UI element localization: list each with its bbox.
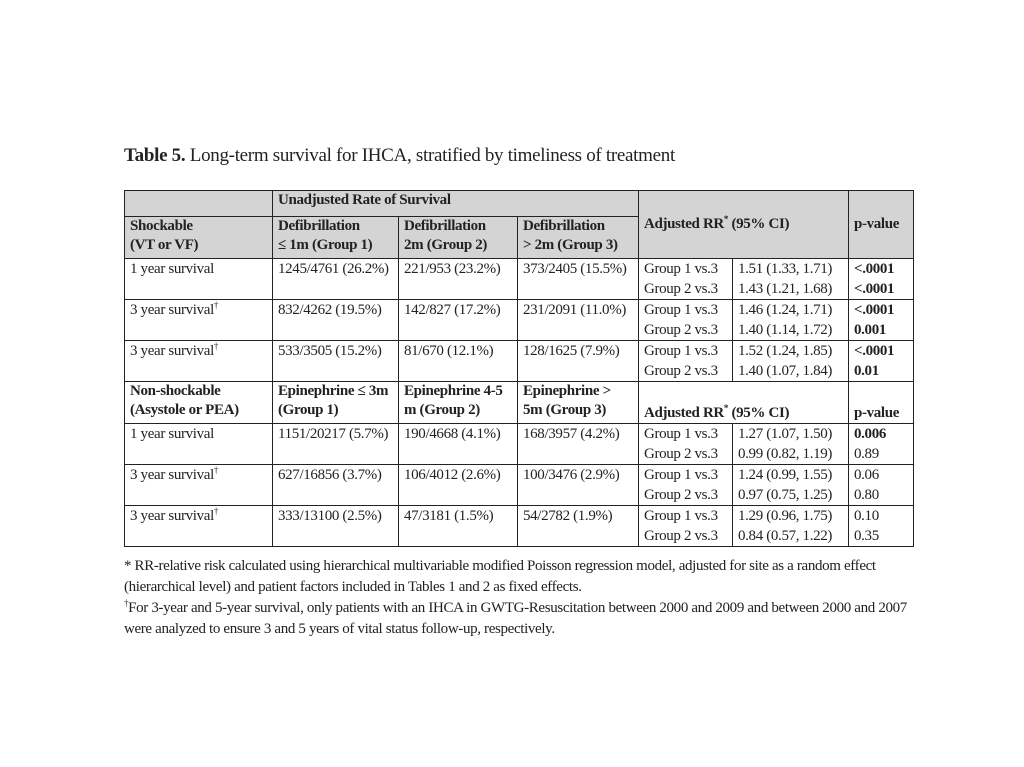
- row-label: [125, 424, 273, 465]
- rr-ci-cell: 1.43 (1.21, 1.68): [733, 279, 849, 300]
- row-label-text: 3 year survival: [130, 508, 214, 524]
- header-line: Epinephrine 4-5: [404, 383, 503, 399]
- row-label-text: 1 year survival: [130, 261, 214, 277]
- header-line: Shockable: [130, 218, 193, 234]
- row-label: [125, 465, 273, 506]
- p-value-cell: <.0001: [849, 279, 914, 300]
- row-label-text: 3 year survival: [130, 343, 214, 359]
- rr-ci-cell: 0.97 (0.75, 1.25): [733, 485, 849, 506]
- p-value-cell: 0.35: [849, 526, 914, 547]
- comparison-cell: Group 1 vs.3: [639, 506, 733, 527]
- header-line: Epinephrine >: [523, 383, 611, 399]
- comparison-cell: Group 1 vs.3: [639, 259, 733, 280]
- survival-table: [124, 190, 914, 547]
- header-blank: [125, 191, 273, 217]
- table-row: [125, 506, 914, 527]
- p-value-header: p-value: [849, 382, 914, 424]
- rr-ci-cell: 1.40 (1.07, 1.84): [733, 361, 849, 382]
- ci-label: (95% CI): [728, 405, 790, 421]
- header-line: (Asystole or PEA): [130, 402, 239, 418]
- p-value-cell: 0.01: [849, 361, 914, 382]
- survival-rate-cell: 47/3181 (1.5%): [399, 506, 518, 547]
- header-line: 5m (Group 3): [523, 402, 607, 418]
- p-value-cell: 0.80: [849, 485, 914, 506]
- p-value-cell: 0.10: [849, 506, 914, 527]
- non-shockable-header-row: [125, 382, 914, 424]
- survival-rate-cell: 627/16856 (3.7%): [273, 465, 399, 506]
- row-label: [125, 506, 273, 547]
- header-line: m (Group 2): [404, 402, 480, 418]
- rr-ci-cell: 1.52 (1.24, 1.85): [733, 341, 849, 362]
- header-line: (Group 1): [278, 402, 339, 418]
- rr-ci-cell: 1.27 (1.07, 1.50): [733, 424, 849, 445]
- row-label-text: 3 year survival: [130, 467, 214, 483]
- survival-rate-cell: 1245/4761 (26.2%): [273, 259, 399, 300]
- dagger-mark: †: [213, 506, 219, 516]
- table-row: [125, 300, 914, 321]
- table-row: [125, 465, 914, 486]
- rr-ci-cell: 1.51 (1.33, 1.71): [733, 259, 849, 280]
- comparison-cell: Group 1 vs.3: [639, 465, 733, 486]
- survival-rate-cell: 221/953 (23.2%): [399, 259, 518, 300]
- header-line: Defibrillation: [278, 218, 360, 234]
- footnotes: [124, 556, 924, 640]
- comparison-cell: Group 2 vs.3: [639, 485, 733, 506]
- table-title: Long-term survival for IHCA, stratified by timeliness of treatment: [189, 145, 675, 166]
- adjusted-rr-label: Adjusted RR: [644, 216, 724, 232]
- comparison-cell: Group 2 vs.3: [639, 361, 733, 382]
- footnote-dagger: †For 3-year and 5-year survival, only patients with an IHCA in GWTG-Resuscitation between 2000 and 2009 and between 2000 and 2007 were analyzed to ensure 3 and 5 years of vital status follow-up, respectively.: [124, 598, 907, 637]
- rr-ci-cell: 0.99 (0.82, 1.19): [733, 444, 849, 465]
- survival-rate-cell: 128/1625 (7.9%): [518, 341, 639, 382]
- dagger-mark: †: [213, 300, 219, 310]
- survival-rate-cell: 832/4262 (19.5%): [273, 300, 399, 341]
- comparison-cell: Group 1 vs.3: [639, 424, 733, 445]
- unadjusted-header: Unadjusted Rate of Survival: [273, 191, 639, 217]
- comparison-cell: Group 2 vs.3: [639, 526, 733, 547]
- comparison-cell: Group 1 vs.3: [639, 300, 733, 321]
- survival-rate-cell: 142/827 (17.2%): [399, 300, 518, 341]
- row-label: [125, 341, 273, 382]
- dagger-mark: †: [213, 465, 219, 475]
- survival-rate-cell: 190/4668 (4.1%): [399, 424, 518, 465]
- survival-rate-cell: 100/3476 (2.9%): [518, 465, 639, 506]
- survival-rate-cell: 1151/20217 (5.7%): [273, 424, 399, 465]
- row-label: [125, 300, 273, 341]
- survival-rate-cell: 533/3505 (15.2%): [273, 341, 399, 382]
- star-mark: *: [723, 214, 729, 224]
- comparison-cell: Group 1 vs.3: [639, 341, 733, 362]
- comparison-cell: Group 2 vs.3: [639, 320, 733, 341]
- p-value-cell: <.0001: [849, 341, 914, 362]
- shockable-label: [125, 217, 273, 259]
- group-3-header: [518, 217, 639, 259]
- rr-ci-cell: 1.40 (1.14, 1.72): [733, 320, 849, 341]
- table-row: [125, 424, 914, 445]
- comparison-cell: Group 2 vs.3: [639, 444, 733, 465]
- rr-ci-cell: 1.29 (0.96, 1.75): [733, 506, 849, 527]
- p-value-header: p-value: [849, 191, 914, 259]
- p-value-cell: 0.001: [849, 320, 914, 341]
- comparison-cell: Group 2 vs.3: [639, 279, 733, 300]
- table-number: Table 5.: [124, 145, 186, 166]
- p-value-cell: 0.006: [849, 424, 914, 445]
- header-line: Defibrillation: [404, 218, 486, 234]
- group-2-header: [399, 382, 518, 424]
- row-label: [125, 259, 273, 300]
- table-caption: [124, 145, 675, 167]
- survival-rate-cell: 333/13100 (2.5%): [273, 506, 399, 547]
- row-label-text: 3 year survival: [130, 302, 214, 318]
- survival-rate-cell: 106/4012 (2.6%): [399, 465, 518, 506]
- group-2-header: [399, 217, 518, 259]
- ci-label: (95% CI): [728, 216, 790, 232]
- row-label-text: 1 year survival: [130, 426, 214, 442]
- header-line: Non-shockable: [130, 383, 221, 399]
- p-value-cell: <.0001: [849, 300, 914, 321]
- table-row: [125, 341, 914, 362]
- header-line: 2m (Group 2): [404, 237, 488, 253]
- survival-rate-cell: 168/3957 (4.2%): [518, 424, 639, 465]
- rr-ci-cell: 1.46 (1.24, 1.71): [733, 300, 849, 321]
- footnote-rr: * RR-relative risk calculated using hierarchical multivariable modified Poisson regression model, adjusted for site as a random effect (hierarchical level) and patient factors included in Tables 1 and 2 as fixed effects.: [124, 558, 876, 595]
- p-value-cell: <.0001: [849, 259, 914, 280]
- survival-rate-cell: 231/2091 (11.0%): [518, 300, 639, 341]
- header-line: (VT or VF): [130, 237, 199, 253]
- group-3-header: [518, 382, 639, 424]
- header-row-top: [125, 191, 914, 217]
- survival-rate-cell: 81/670 (12.1%): [399, 341, 518, 382]
- group-1-header: [273, 217, 399, 259]
- p-value-cell: 0.89: [849, 444, 914, 465]
- header-line: ≤ 1m (Group 1): [278, 237, 373, 253]
- p-value-cell: 0.06: [849, 465, 914, 486]
- header-line: Epinephrine ≤ 3m: [278, 383, 389, 399]
- group-1-header: [273, 382, 399, 424]
- adjusted-rr-header: [639, 191, 849, 259]
- rr-ci-cell: 0.84 (0.57, 1.22): [733, 526, 849, 547]
- table-row: [125, 259, 914, 280]
- adjusted-rr-header: [639, 382, 849, 424]
- survival-rate-cell: 54/2782 (1.9%): [518, 506, 639, 547]
- non-shockable-label: [125, 382, 273, 424]
- header-line: > 2m (Group 3): [523, 237, 618, 253]
- adjusted-rr-label: Adjusted RR: [644, 405, 724, 421]
- dagger-mark: †: [213, 341, 219, 351]
- star-mark: *: [723, 403, 729, 413]
- survival-rate-cell: 373/2405 (15.5%): [518, 259, 639, 300]
- header-line: Defibrillation: [523, 218, 605, 234]
- rr-ci-cell: 1.24 (0.99, 1.55): [733, 465, 849, 486]
